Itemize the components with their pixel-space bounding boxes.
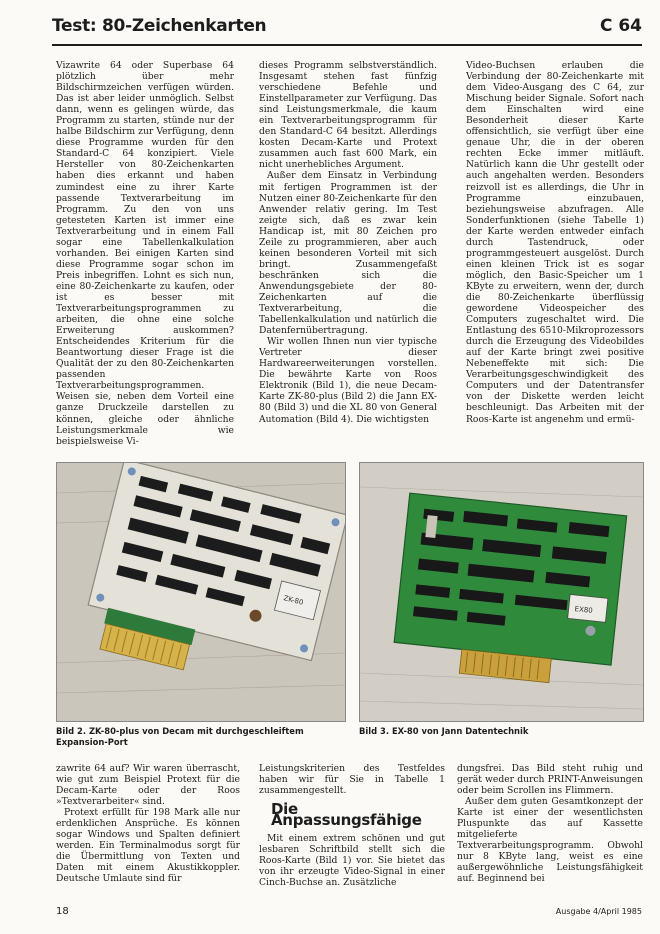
text-column-6 — [457, 763, 643, 903]
paragraph: Vizawrite 64 oder Superbase 64 plötzlich über mehr Bildschirmzeichen verfügen würden. Das ist aber leider unmöglich. Selbst dann, wenn es gelingen würde, das Programm zu starten, stünde nur der halbe Bildschirm zur Verfügung, denn diese Programme wurden für den Standard-C 64 konzipiert. Viele Hersteller von 80-Zeichenkarten haben dies erkannt und haben zumindest eine zu ihrer Karte passende Textverarbeitung im Programm. Zu den von uns getesteten Karten ist immer eine Textverarbeitung und in einem Fall sogar eine Tabellenkalkulation vorhanden. Bei einigen Karten sind diese Programme sogar schon im Preis inbegriffen. Lohnt es sich nun, eine 80-Zeichenkarte zu kaufen, oder ist es besser mit Textverarbeitungsprogrammen zu arbeiten, die ohne eine solche Erweiterung auskommen? Entscheidendes Kriterium für die Beantwortung dieser Frage ist die Qualität der zu den 80-Zeichenkarten passenden Textverarbeitungsprogrammen. Weisen sie, neben dem Vorteil eine ganze Druckzeile darstellen zu können, gleiche oder ähnliche Leistungsmerkmale wie beispielsweise Vi- — [56, 60, 234, 447]
article-title: Test: 80-Zeichenkarten — [52, 16, 267, 36]
paragraph: Protext erfüllt für 198 Mark alle nur erdenklichen Ansprüche. Es können sogar Windows und Spalten definiert werden. Ein Terminalmodus sorgt für die Übermittlung von Texten und Daten mit einem Akustikkoppler. Deutsche Umlaute sind für — [56, 807, 240, 885]
text-column-2 — [259, 60, 437, 458]
paragraph: zawrite 64 auf? Wir waren überrascht, wie gut zum Beispiel Protext für die Decam-Karte oder der Roos »Textverarbeiter« sind. — [56, 763, 240, 808]
paragraph: Mit einem extrem schönen und gut lesbaren Schriftbild stellt sich die Roos-Karte (Bild 1) vor. Sie bietet das von ihr erzeugte Video-Signal in einer Cinch-Buchse an. Zusätzliche — [259, 833, 445, 889]
caption-bild3: Bild 3. EX-80 von Jann Datentechnik — [359, 726, 529, 736]
text-column-4 — [56, 763, 240, 903]
paragraph: Leistungskriterien des Testfeldes haben wir für Sie in Tabelle 1 zusammengestellt. — [259, 763, 445, 797]
text-column-5 — [259, 763, 445, 903]
paragraph: dungsfrei. Das Bild steht ruhig und gerät weder durch PRINT-Anweisungen oder beim Scrollen ins Flimmern. — [457, 763, 643, 797]
text-column-3 — [466, 60, 644, 458]
card-label: EX80 — [574, 605, 594, 615]
paragraph: Wir wollen Ihnen nun vier typische Vertreter dieser Hardwareerweiterungen vorstellen. Die bewährte Karte von Roos Elektronik (Bild 1), die neue Decam-Karte ZK-80-plus (Bild 2) die Jann EX-80 (Bild 3) und die XL 80 von General Automation (Bild 4). Die wichtigsten — [259, 336, 437, 425]
page-header — [52, 14, 642, 42]
section-label: C 64 — [599, 16, 642, 36]
issue-label: Ausgabe 4/April 1985 — [555, 907, 642, 916]
card-label: ZK-80 — [282, 594, 305, 607]
text-column-1 — [56, 60, 234, 458]
caption-bild2: Bild 2. ZK-80-plus von Decam mit durchgeschleiftem Expansion-Port — [56, 726, 304, 747]
page-number: 18 — [56, 906, 69, 917]
paragraph: Außer dem Einsatz in Verbindung mit fertigen Programmen ist der Nutzen einer 80-Zeichenkarte für den Anwender relativ gering. Im Test zeigte sich, daß es zwar kein Handicap ist, mit 80 Zeichen pro Zeile zu programmieren, aber auch keinen besonderen Vorteil mit sich bringt. Zusammengefaßt beschränken sich die Anwendungsgebiete der 80-Zeichenkarten auf die Textverarbeitung, die Tabellenkalkulation und natürlich die Datenfernübertragung. — [259, 170, 437, 337]
paragraph: Außer dem guten Gesamtkonzept der Karte ist einer der wesentlichsten Pluspunkte das auf Kassette mitgelieferte Textverarbeitungsprogramm. Obwohl nur 8 KByte lang, weist es eine außergewöhnliche Leistungsfähigkeit auf. Beginnend bei — [457, 796, 643, 885]
paragraph: Video-Buchsen erlauben die Verbindung der 80-Zeichenkarte mit dem Video-Ausgang des C 64, zur Mischung beider Signale. Sofort nach dem Einschalten wird eine Besonderheit dieser Karte offensichtlich, sie verfügt über eine genaue Uhr, die in der oberen rechten Ecke immer mitläuft. Natürlich kann die Uhr gestellt oder auch angehalten werden. Besonders reizvoll ist es allerdings, die Uhr in Programme einzubauen, beziehungsweise abzufragen. Alle Sonderfunktionen (siehe Tabelle 1) der Karte werden entweder einfach durch Tastendruck, oder programmgesteuert ausgelöst. Durch einen kleinen Trick ist es sogar möglich, den Basic-Speicher um 1 KByte zu erweitern, wenn der, durch die 80-Zeichenkarte überflüssig gewordene Videospeicher des Computers zugeschaltet wird. Die Entlastung des 6510-Mikroprozessors durch die Erzeugung des Videobildes auf der Karte bringt zwei positive Nebeneffekte mit sich: Die Verarbeitungsgeschwindigkeit des Computers und der Datentransfer von der Diskette werden leicht beschleunigt. Das Arbeiten mit der Roos-Karte ist angenehm und ermü- — [466, 60, 644, 425]
photo-zk80-card — [56, 462, 346, 722]
subheading: Die Anpassungsfähige — [271, 800, 422, 830]
paragraph: dieses Programm selbstverständlich. Insgesamt stehen fast fünfzig verschiedene Befehle und Einstellparameter zur Verfügung. Das sind Leistungsmerkmale, die kaum ein Textverarbeitungsprogramm für den Standard-C 64 besitzt. Allerdings kosten Decam-Karte und Protext zusammen auch fast 600 Mark, ein nicht unerhebliches Argument. — [259, 60, 437, 171]
photo-ex80-card — [359, 462, 644, 722]
header-rule — [52, 44, 642, 46]
